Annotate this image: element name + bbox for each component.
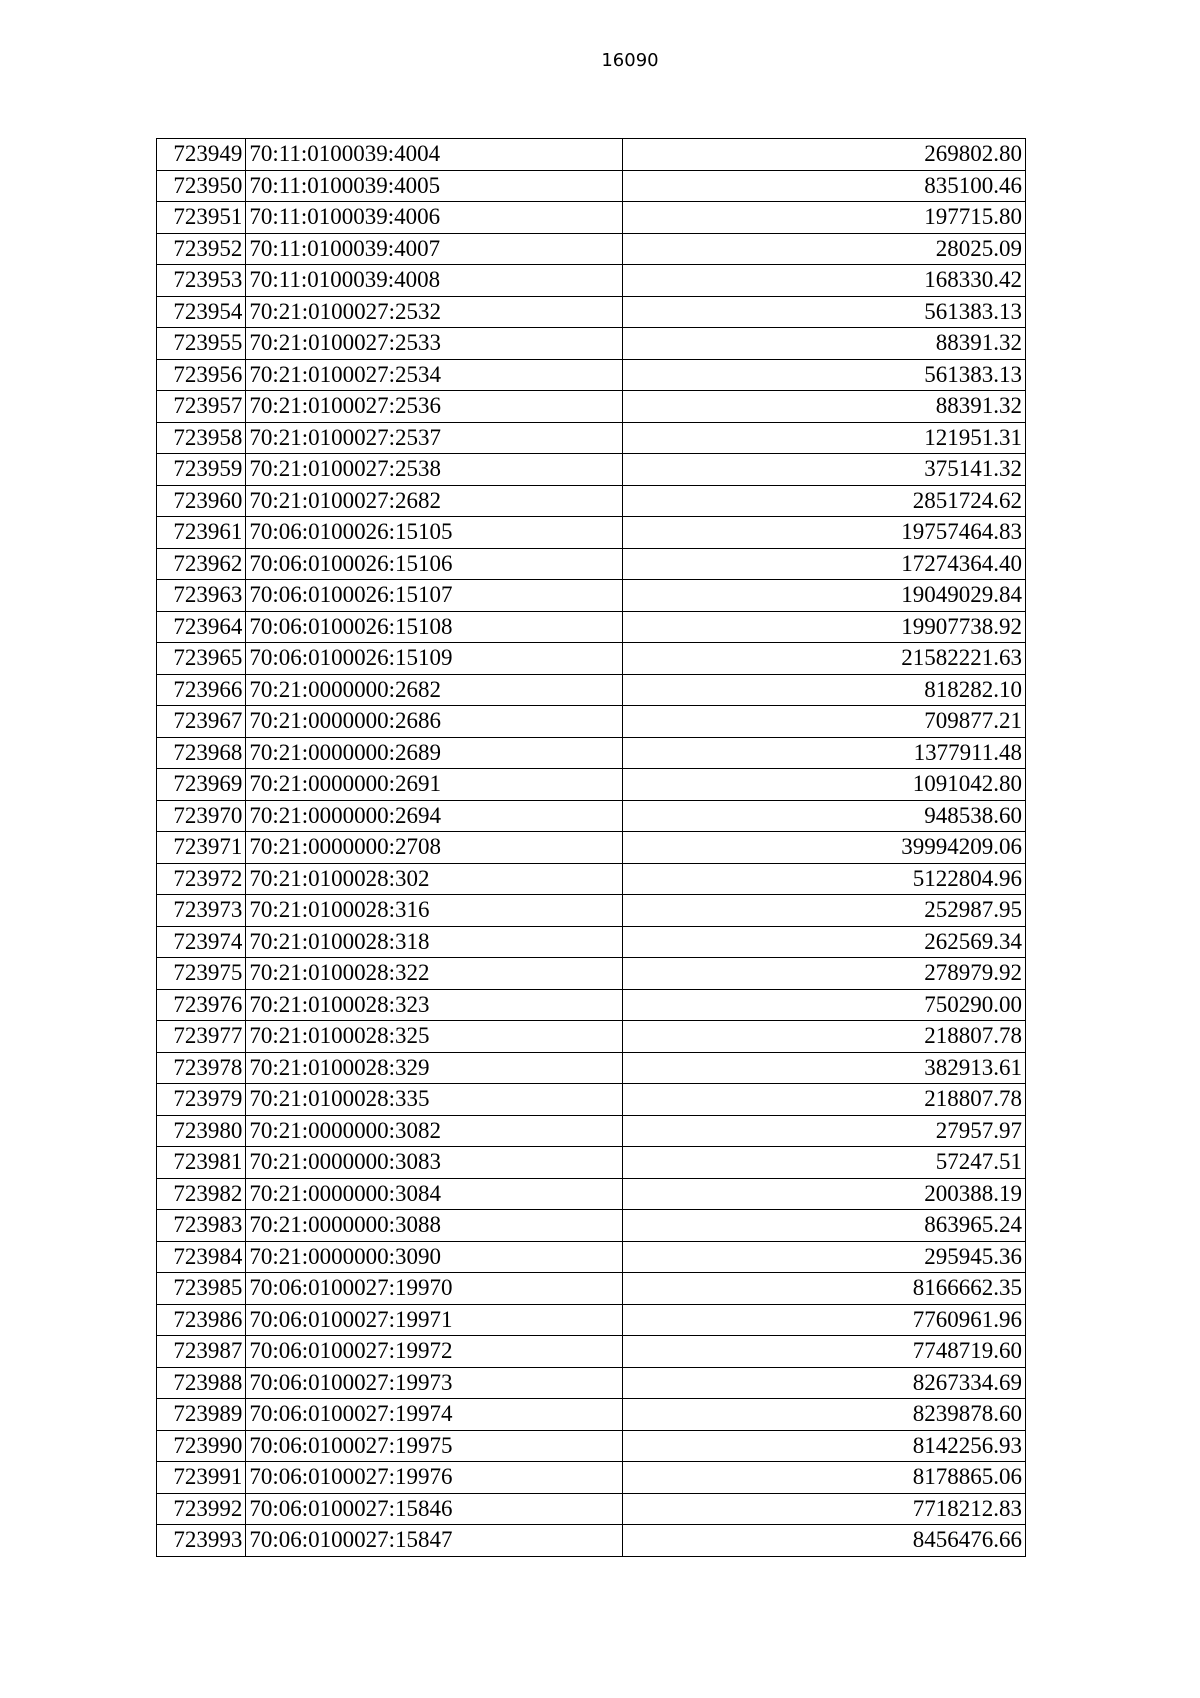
value-cell: 28025.09 [623, 233, 1026, 265]
table-row [157, 170, 1026, 202]
row-id-cell: 723949 [157, 139, 246, 171]
cadastral-number-cell: 70:21:0100027:2538 [246, 454, 623, 486]
cadastral-number-cell: 70:21:0100027:2534 [246, 359, 623, 391]
cadastral-number-cell: 70:21:0100027:2532 [246, 296, 623, 328]
value-cell: 218807.78 [623, 1021, 1026, 1053]
row-id-cell: 723961 [157, 517, 246, 549]
row-id-cell: 723978 [157, 1052, 246, 1084]
row-id-cell: 723970 [157, 800, 246, 832]
cadastral-number-cell: 70:06:0100027:19970 [246, 1273, 623, 1305]
value-cell: 27957.97 [623, 1115, 1026, 1147]
value-cell: 252987.95 [623, 895, 1026, 927]
value-cell: 168330.42 [623, 265, 1026, 297]
table-row [157, 233, 1026, 265]
cadastral-number-cell: 70:06:0100026:15105 [246, 517, 623, 549]
cadastral-number-cell: 70:21:0000000:2691 [246, 769, 623, 801]
cadastral-number-cell: 70:21:0100028:322 [246, 958, 623, 990]
value-cell: 262569.34 [623, 926, 1026, 958]
row-id-cell: 723985 [157, 1273, 246, 1305]
value-cell: 19907738.92 [623, 611, 1026, 643]
table-row [157, 1210, 1026, 1242]
row-id-cell: 723950 [157, 170, 246, 202]
table-row [157, 1084, 1026, 1116]
table-row [157, 580, 1026, 612]
row-id-cell: 723982 [157, 1178, 246, 1210]
table-row [157, 611, 1026, 643]
row-id-cell: 723955 [157, 328, 246, 360]
value-cell: 8166662.35 [623, 1273, 1026, 1305]
row-id-cell: 723956 [157, 359, 246, 391]
table-row [157, 1147, 1026, 1179]
cadastral-number-cell: 70:06:0100026:15109 [246, 643, 623, 675]
value-cell: 17274364.40 [623, 548, 1026, 580]
row-id-cell: 723959 [157, 454, 246, 486]
table-row [157, 1115, 1026, 1147]
cadastral-number-cell: 70:06:0100027:19971 [246, 1304, 623, 1336]
row-id-cell: 723971 [157, 832, 246, 864]
row-id-cell: 723953 [157, 265, 246, 297]
cadastral-number-cell: 70:21:0000000:2694 [246, 800, 623, 832]
cadastral-number-cell: 70:21:0000000:2708 [246, 832, 623, 864]
cadastral-number-cell: 70:06:0100027:19973 [246, 1367, 623, 1399]
value-cell: 8239878.60 [623, 1399, 1026, 1431]
table-row [157, 1399, 1026, 1431]
table-row [157, 1052, 1026, 1084]
row-id-cell: 723977 [157, 1021, 246, 1053]
cadastral-number-cell: 70:21:0100028:325 [246, 1021, 623, 1053]
value-cell: 7760961.96 [623, 1304, 1026, 1336]
cadastral-value-table [156, 138, 1026, 1557]
cadastral-number-cell: 70:21:0100027:2537 [246, 422, 623, 454]
value-cell: 7718212.83 [623, 1493, 1026, 1525]
cadastral-number-cell: 70:21:0000000:3088 [246, 1210, 623, 1242]
table-row [157, 769, 1026, 801]
table-row [157, 359, 1026, 391]
value-cell: 88391.32 [623, 391, 1026, 423]
cadastral-number-cell: 70:21:0000000:2682 [246, 674, 623, 706]
table-row [157, 1021, 1026, 1053]
table-row [157, 1493, 1026, 1525]
cadastral-number-cell: 70:21:0100028:323 [246, 989, 623, 1021]
row-id-cell: 723990 [157, 1430, 246, 1462]
row-id-cell: 723967 [157, 706, 246, 738]
cadastral-number-cell: 70:06:0100027:15847 [246, 1525, 623, 1557]
row-id-cell: 723962 [157, 548, 246, 580]
row-id-cell: 723952 [157, 233, 246, 265]
cadastral-number-cell: 70:21:0000000:3084 [246, 1178, 623, 1210]
value-cell: 750290.00 [623, 989, 1026, 1021]
value-cell: 818282.10 [623, 674, 1026, 706]
value-cell: 88391.32 [623, 328, 1026, 360]
table-row [157, 1336, 1026, 1368]
row-id-cell: 723987 [157, 1336, 246, 1368]
cadastral-number-cell: 70:06:0100027:19972 [246, 1336, 623, 1368]
table-row [157, 548, 1026, 580]
cadastral-number-cell: 70:11:0100039:4004 [246, 139, 623, 171]
table-row [157, 643, 1026, 675]
table-row [157, 139, 1026, 171]
value-cell: 39994209.06 [623, 832, 1026, 864]
cadastral-number-cell: 70:06:0100027:19976 [246, 1462, 623, 1494]
cadastral-number-cell: 70:21:0100028:318 [246, 926, 623, 958]
table-row [157, 1525, 1026, 1557]
cadastral-number-cell: 70:21:0100028:302 [246, 863, 623, 895]
row-id-cell: 723992 [157, 1493, 246, 1525]
table-row [157, 706, 1026, 738]
row-id-cell: 723993 [157, 1525, 246, 1557]
table-row [157, 1304, 1026, 1336]
table-row [157, 391, 1026, 423]
table-row [157, 454, 1026, 486]
row-id-cell: 723957 [157, 391, 246, 423]
table-row [157, 1462, 1026, 1494]
cadastral-number-cell: 70:06:0100027:19974 [246, 1399, 623, 1431]
cadastral-number-cell: 70:06:0100027:15846 [246, 1493, 623, 1525]
value-cell: 19757464.83 [623, 517, 1026, 549]
table-row [157, 737, 1026, 769]
cadastral-number-cell: 70:21:0000000:3090 [246, 1241, 623, 1273]
row-id-cell: 723969 [157, 769, 246, 801]
cadastral-number-cell: 70:21:0100027:2682 [246, 485, 623, 517]
cadastral-number-cell: 70:21:0100028:316 [246, 895, 623, 927]
value-cell: 21582221.63 [623, 643, 1026, 675]
table-body [157, 139, 1026, 1557]
cadastral-number-cell: 70:21:0100027:2536 [246, 391, 623, 423]
row-id-cell: 723981 [157, 1147, 246, 1179]
cadastral-number-cell: 70:11:0100039:4006 [246, 202, 623, 234]
cadastral-number-cell: 70:11:0100039:4008 [246, 265, 623, 297]
row-id-cell: 723989 [157, 1399, 246, 1431]
table-row [157, 1241, 1026, 1273]
value-cell: 863965.24 [623, 1210, 1026, 1242]
table-row [157, 958, 1026, 990]
page-number: 16090 [601, 50, 659, 71]
value-cell: 295945.36 [623, 1241, 1026, 1273]
table-row [157, 265, 1026, 297]
table-row [157, 517, 1026, 549]
row-id-cell: 723986 [157, 1304, 246, 1336]
cadastral-number-cell: 70:06:0100026:15107 [246, 580, 623, 612]
table-row [157, 832, 1026, 864]
value-cell: 1091042.80 [623, 769, 1026, 801]
cadastral-number-cell: 70:11:0100039:4005 [246, 170, 623, 202]
value-cell: 218807.78 [623, 1084, 1026, 1116]
table-row [157, 1273, 1026, 1305]
row-id-cell: 723974 [157, 926, 246, 958]
row-id-cell: 723979 [157, 1084, 246, 1116]
value-cell: 561383.13 [623, 359, 1026, 391]
table-row [157, 989, 1026, 1021]
table-row [157, 1430, 1026, 1462]
table-row [157, 202, 1026, 234]
cadastral-number-cell: 70:06:0100026:15106 [246, 548, 623, 580]
table-row [157, 485, 1026, 517]
row-id-cell: 723958 [157, 422, 246, 454]
value-cell: 835100.46 [623, 170, 1026, 202]
cadastral-number-cell: 70:21:0000000:3082 [246, 1115, 623, 1147]
table-row [157, 863, 1026, 895]
value-cell: 8142256.93 [623, 1430, 1026, 1462]
value-cell: 375141.32 [623, 454, 1026, 486]
row-id-cell: 723980 [157, 1115, 246, 1147]
row-id-cell: 723963 [157, 580, 246, 612]
row-id-cell: 723968 [157, 737, 246, 769]
value-cell: 709877.21 [623, 706, 1026, 738]
table-row [157, 1178, 1026, 1210]
value-cell: 57247.51 [623, 1147, 1026, 1179]
cadastral-number-cell: 70:21:0100028:329 [246, 1052, 623, 1084]
value-cell: 197715.80 [623, 202, 1026, 234]
table-row [157, 1367, 1026, 1399]
row-id-cell: 723965 [157, 643, 246, 675]
row-id-cell: 723966 [157, 674, 246, 706]
cadastral-number-cell: 70:11:0100039:4007 [246, 233, 623, 265]
row-id-cell: 723988 [157, 1367, 246, 1399]
value-cell: 948538.60 [623, 800, 1026, 832]
table-row [157, 800, 1026, 832]
row-id-cell: 723991 [157, 1462, 246, 1494]
table-row [157, 674, 1026, 706]
row-id-cell: 723983 [157, 1210, 246, 1242]
row-id-cell: 723972 [157, 863, 246, 895]
value-cell: 8456476.66 [623, 1525, 1026, 1557]
value-cell: 19049029.84 [623, 580, 1026, 612]
row-id-cell: 723975 [157, 958, 246, 990]
table-row [157, 895, 1026, 927]
cadastral-number-cell: 70:06:0100026:15108 [246, 611, 623, 643]
cadastral-number-cell: 70:21:0000000:2689 [246, 737, 623, 769]
value-cell: 382913.61 [623, 1052, 1026, 1084]
row-id-cell: 723976 [157, 989, 246, 1021]
table-row [157, 422, 1026, 454]
value-cell: 1377911.48 [623, 737, 1026, 769]
row-id-cell: 723984 [157, 1241, 246, 1273]
cadastral-number-cell: 70:21:0000000:3083 [246, 1147, 623, 1179]
value-cell: 2851724.62 [623, 485, 1026, 517]
cadastral-number-cell: 70:06:0100027:19975 [246, 1430, 623, 1462]
value-cell: 8267334.69 [623, 1367, 1026, 1399]
value-cell: 200388.19 [623, 1178, 1026, 1210]
row-id-cell: 723954 [157, 296, 246, 328]
value-cell: 561383.13 [623, 296, 1026, 328]
value-cell: 121951.31 [623, 422, 1026, 454]
row-id-cell: 723951 [157, 202, 246, 234]
value-cell: 8178865.06 [623, 1462, 1026, 1494]
row-id-cell: 723973 [157, 895, 246, 927]
row-id-cell: 723960 [157, 485, 246, 517]
table-row [157, 328, 1026, 360]
cadastral-number-cell: 70:21:0100027:2533 [246, 328, 623, 360]
cadastral-number-cell: 70:21:0000000:2686 [246, 706, 623, 738]
value-cell: 7748719.60 [623, 1336, 1026, 1368]
row-id-cell: 723964 [157, 611, 246, 643]
cadastral-number-cell: 70:21:0100028:335 [246, 1084, 623, 1116]
table-row [157, 926, 1026, 958]
table-row [157, 296, 1026, 328]
value-cell: 5122804.96 [623, 863, 1026, 895]
value-cell: 269802.80 [623, 139, 1026, 171]
value-cell: 278979.92 [623, 958, 1026, 990]
